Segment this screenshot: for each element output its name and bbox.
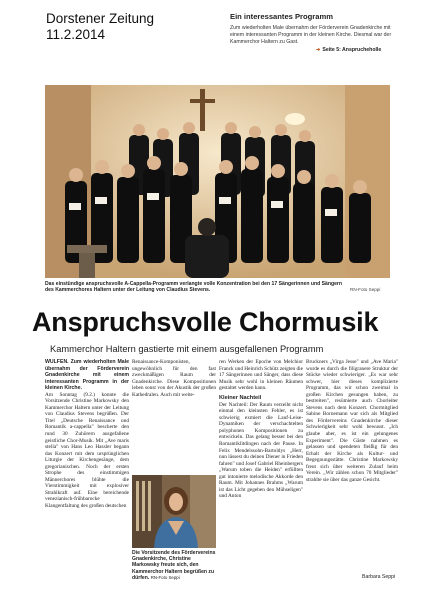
article-column-1 (45, 359, 129, 510)
teaser-link-text: Seite 5: Ansprucheholle (322, 47, 382, 54)
article-column-3 (219, 359, 303, 500)
article-headline: Anspruchsvolle Chormusik (32, 307, 379, 337)
article-author: Barbara Seppi (362, 574, 396, 580)
chairwoman-photo-illustration (132, 475, 216, 548)
article-subheadline: Kammerchor Haltern gastierte mit einem ausgefallenen Programm (50, 344, 324, 354)
teaser-title: Ein interessantes Programm (230, 12, 333, 21)
inset-caption-text: Die Vorsitzende des Fördervereins Gnadenkirche, Christine Markowsky freute sich, den Kammerchor Haltern begrüßen zu dürfen. (132, 550, 216, 581)
masthead (46, 11, 196, 43)
chairwoman-photo (132, 475, 216, 548)
choir-photo-illustration (45, 85, 390, 278)
teaser-text: Zum wiederholten Male übernahm der Förderverein Gnadenkirche mit einem interessanten Programm in der kleinen Kirche. Diesmal war der Kammerchor Haltern zu Gast. (230, 25, 392, 45)
publication-date: 11.2.2014 (46, 27, 106, 42)
arrow-right-icon: ➔ (316, 47, 321, 54)
article-column-4 (306, 359, 398, 483)
chairwoman-photo-caption (132, 550, 216, 581)
article-paragraph: Am Sonntag (9.2.) konnte die Vorsitzende Christine Markowsky den Kammerchor Haltern unter der Leitung von Claudius Stevens begrüßen. Der Titel „Deutsche Renaissance und Romantik a-cappella" bescherte den rund 30 Zuhörern ausgefallene geistliche Chor-Musik. Mit „Ave maris stella" von Hans Leo Hassler begann das Konzert mit dem ursprünglichen Liturgie der Kirchengesänge, dem gregorianischen. Noch der ersten Strophe des einstimmigen Männerchores blühte die Vierstimmigkeit mit explosiver Strahlkraft auf. Eine bereichende venezianisch-frühbarocke Klangentfaltung des großen deutschen (45, 391, 129, 510)
photo-credit: RN-Foto Seppi (350, 287, 381, 292)
article-column-2 (132, 359, 216, 398)
teaser-page-reference (316, 47, 400, 54)
teaser-box (230, 12, 400, 54)
article-paragraph: Renaissance-Komponisten, ungewöhnlich für den fast zweckmäßigen Raum der Gnadenkirche. Diese Kompositionen leben sonst von der Akustik der großen Kathedralen. Auch mit weite- (132, 359, 216, 398)
choir-photo (45, 85, 390, 278)
inset-photo-credit: RN-Foto Seppi (150, 574, 180, 580)
article-lead: WULFEN. Zum wiederholten Male übernahm der Förderverein Gnadenkirche mit einem interessanten Programm in der kleinen Kirche. (45, 359, 129, 392)
article-intertitle: Kleiner Nachteil (219, 394, 262, 401)
newspaper-name: Dorstener Zeitung (46, 11, 155, 26)
article-paragraph: ren Werken der Epoche von Melchior Franck und Heinrich Schütz zeigten die 17 Sängerinnen und Sänger, dass diese Musik sehr wohl in kleinen Räumen gestaltet werden kann. (219, 359, 303, 392)
article-paragraph: Bruckners „Virga Jesse" und „Ave Maria" wurde es durch die filigranere Struktur der Stücke wieder schwieriger. „Es war sehr schwer, hier dieses komplizierte Programm, das wir schon zweimal in großen Kirchen gesungen haben, zu bestreiten", resümierte auch Chorleiter Stevens nach dem Konzert. Chormitglied Sabine Bornemann war sich als Mitglied des Fördervereins Gnadenkirche dieser Schwierigkeit sehr wohl bewusst. „Ich glaube aber, es ist ein gelungenes Experiment". Die Gäste nahmen es gelassen und spendeten fleißig für den Erhalt der Kirche als Kultur- und Begegnungsstätte. Christine Markowsky freut sich über weiteren Zulauf beim Verein. „Wir zählen schon 70 Mitglieder" strahlte sie über das ganze Gesicht. (306, 359, 398, 483)
article-paragraph: Der Nachteil: Der Raum verzeiht nicht einmal den kleinsten Fehler, es ist schwierig exmiert die Lauf-Leise-Dynamiken der verschachtelten polyphonen Kompositionen zu entwickeln. Das gelang besser bei den Romantiklitdingen nach der Pause. In Felix Mendelssohn-Bartoldys „Herr, nun lässest du deinen Diener in Frieden fahren" und Josef Gabriel Rheinbergers „Warum toben die Heiden" erfüllten gut intonierte melodische Akkorde den Raum. Mit Johannes Brahms „Warum ist das Licht gegeben den Mühseligen" und Anton (219, 401, 303, 500)
photo-caption: Das einstündige anspruchsvolle A-Cappella-Programm verlangte volle Konzentration bei den 17 Sängerinnen und Sängern des Kammerchores Haltern unter der Leitung von Claudius Stevens. (45, 281, 343, 294)
